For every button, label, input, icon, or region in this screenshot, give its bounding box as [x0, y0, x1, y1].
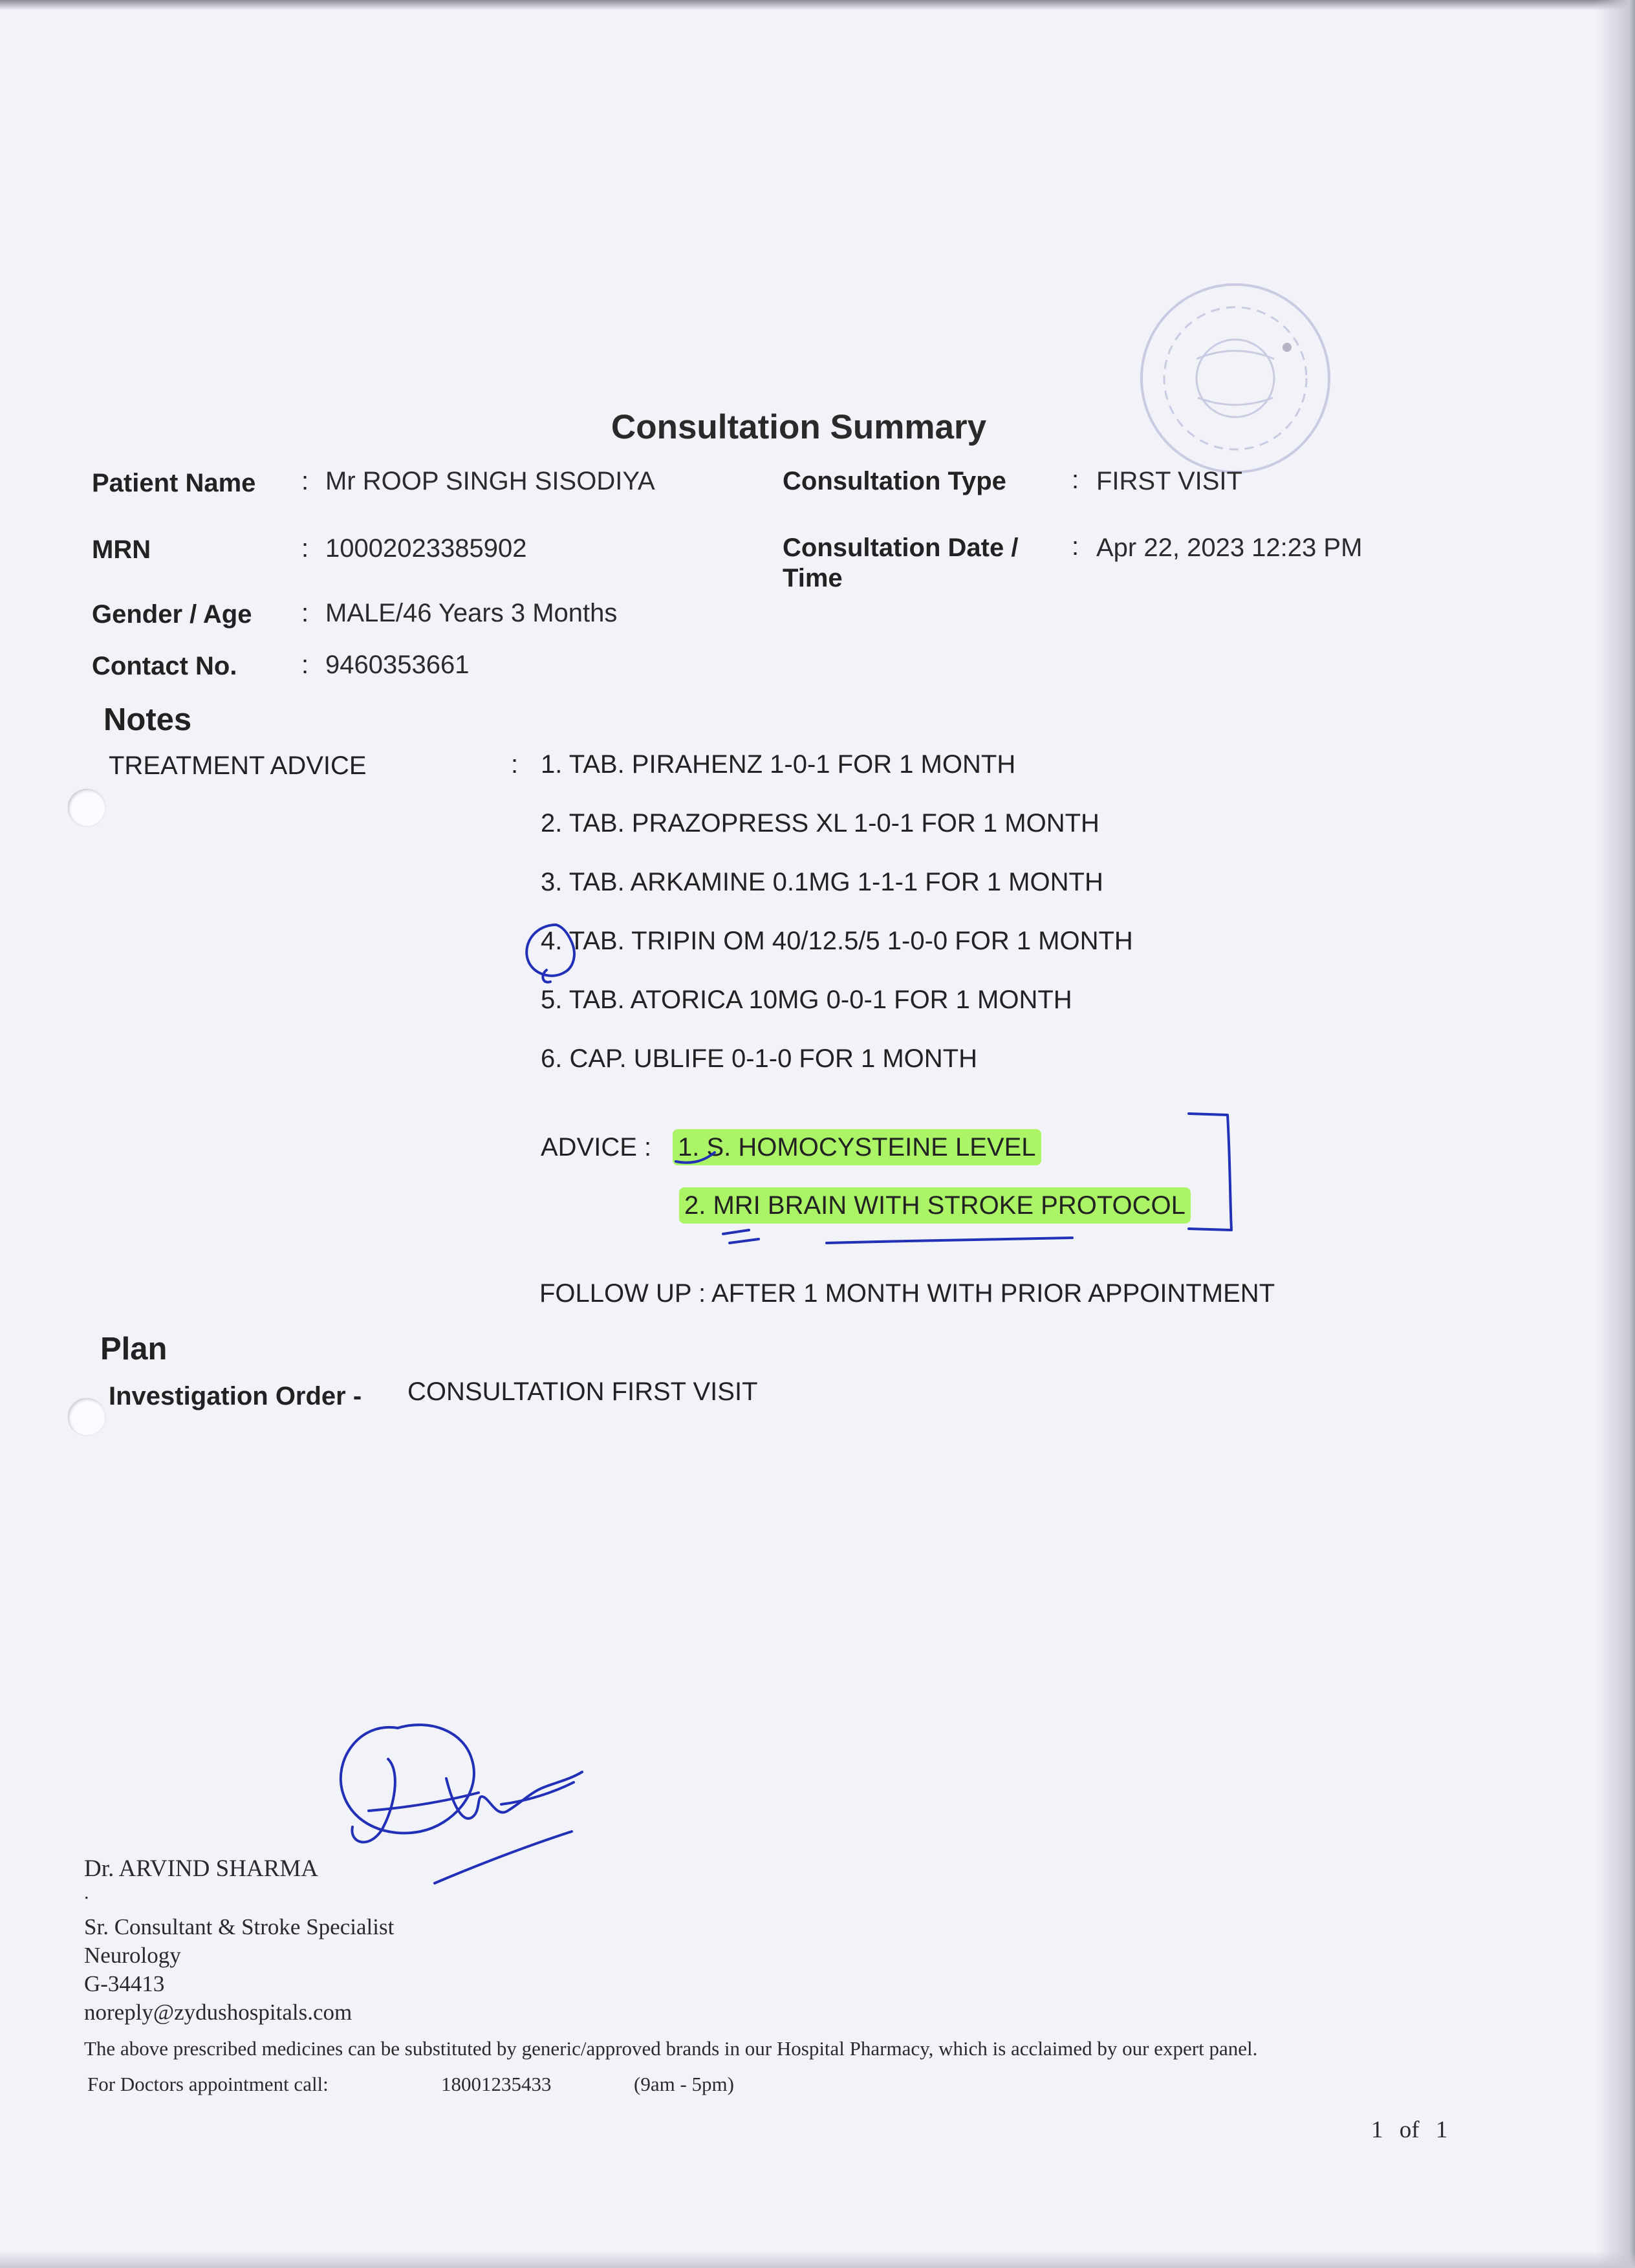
- investigation-order-value: CONSULTATION FIRST VISIT: [407, 1377, 758, 1406]
- bracket-mark: [1189, 1114, 1231, 1230]
- medication-item: 4. TAB. TRIPIN OM 40/12.5/5 1-0-0 FOR 1 MONTH: [541, 927, 1133, 955]
- mrn-label: MRN: [92, 535, 151, 564]
- page-current: 1: [1371, 2117, 1383, 2143]
- doctor-name-dot: .: [84, 1882, 89, 1903]
- page-title: Consultation Summary: [611, 408, 987, 446]
- plan-heading: Plan: [100, 1332, 168, 1366]
- medication-item: 5. TAB. ATORICA 10MG 0-0-1 FOR 1 MONTH: [541, 986, 1072, 1014]
- consultation-date-label: Consultation Date /: [783, 534, 1019, 562]
- appointment-phone: 18001235433: [441, 2073, 552, 2095]
- doctor-email: noreply@zydushospitals.com: [84, 2000, 352, 2025]
- gender-age-label: Gender / Age: [92, 600, 252, 629]
- separator: :: [301, 599, 309, 627]
- mrn-value: 10002023385902: [325, 534, 527, 563]
- tick-mark-icon: [676, 1152, 715, 1163]
- separator: :: [1072, 466, 1079, 494]
- medication-item: 2. TAB. PRAZOPRESS XL 1-0-1 FOR 1 MONTH: [541, 809, 1099, 837]
- medication-item: 3. TAB. ARKAMINE 0.1MG 1-1-1 FOR 1 MONTH: [541, 868, 1103, 896]
- patient-name: Mr ROOP SINGH SISODIYA: [325, 467, 655, 495]
- treatment-advice-label: TREATMENT ADVICE: [109, 751, 367, 780]
- contact-label: Contact No.: [92, 652, 237, 680]
- page-total: 1: [1435, 2117, 1448, 2143]
- separator: :: [301, 651, 309, 679]
- advice-item-highlight: 1. S. HOMOCYSTEINE LEVEL: [673, 1129, 1041, 1165]
- appointment-label: For Doctors appointment call:: [87, 2073, 329, 2095]
- consultation-time-label: Time: [783, 564, 843, 592]
- notes-heading: Notes: [103, 702, 192, 737]
- medication-item: 6. CAP. UBLIFE 0-1-0 FOR 1 MONTH: [541, 1044, 977, 1073]
- follow-up: FOLLOW UP : AFTER 1 MONTH WITH PRIOR APPOINTMENT: [539, 1279, 1275, 1308]
- separator: :: [1072, 532, 1079, 561]
- investigation-order-label: Investigation Order -: [109, 1382, 362, 1410]
- separator: :: [301, 467, 309, 495]
- patient-name-label: Patient Name: [92, 469, 256, 497]
- consultation-type-label: Consultation Type: [783, 467, 1006, 495]
- circle-mark-icon: [526, 925, 574, 976]
- consultation-type-value: FIRST VISIT: [1096, 467, 1242, 495]
- signature-icon: [341, 1725, 582, 1883]
- medication-item: 1. TAB. PIRAHENZ 1-0-1 FOR 1 MONTH: [541, 750, 1016, 779]
- contact-value: 9460353661: [325, 651, 470, 679]
- footer-disclaimer: The above prescribed medicines can be substituted by generic/approved brands in our Hospital Pharmacy, which is acclaimed by our expert panel.: [84, 2037, 1258, 2060]
- doctor-department: Neurology: [84, 1943, 181, 1968]
- separator: :: [301, 534, 309, 563]
- underline-mark: [827, 1238, 1072, 1243]
- separator: :: [511, 750, 519, 779]
- doctor-registration: G-34413: [84, 1971, 165, 1996]
- appointment-hours: (9am - 5pm): [634, 2073, 734, 2095]
- consultation-date-value: Apr 22, 2023 12:23 PM: [1096, 534, 1363, 562]
- doctor-name: Dr. ARVIND SHARMA: [84, 1855, 318, 1882]
- advice-item-highlight: 2. MRI BRAIN WITH STROKE PROTOCOL: [679, 1187, 1191, 1224]
- page-of: of: [1399, 2117, 1420, 2143]
- doctor-designation: Sr. Consultant & Stroke Specialist: [84, 1914, 395, 1939]
- advice-label: ADVICE :: [541, 1133, 652, 1161]
- gender-age-value: MALE/46 Years 3 Months: [325, 599, 618, 627]
